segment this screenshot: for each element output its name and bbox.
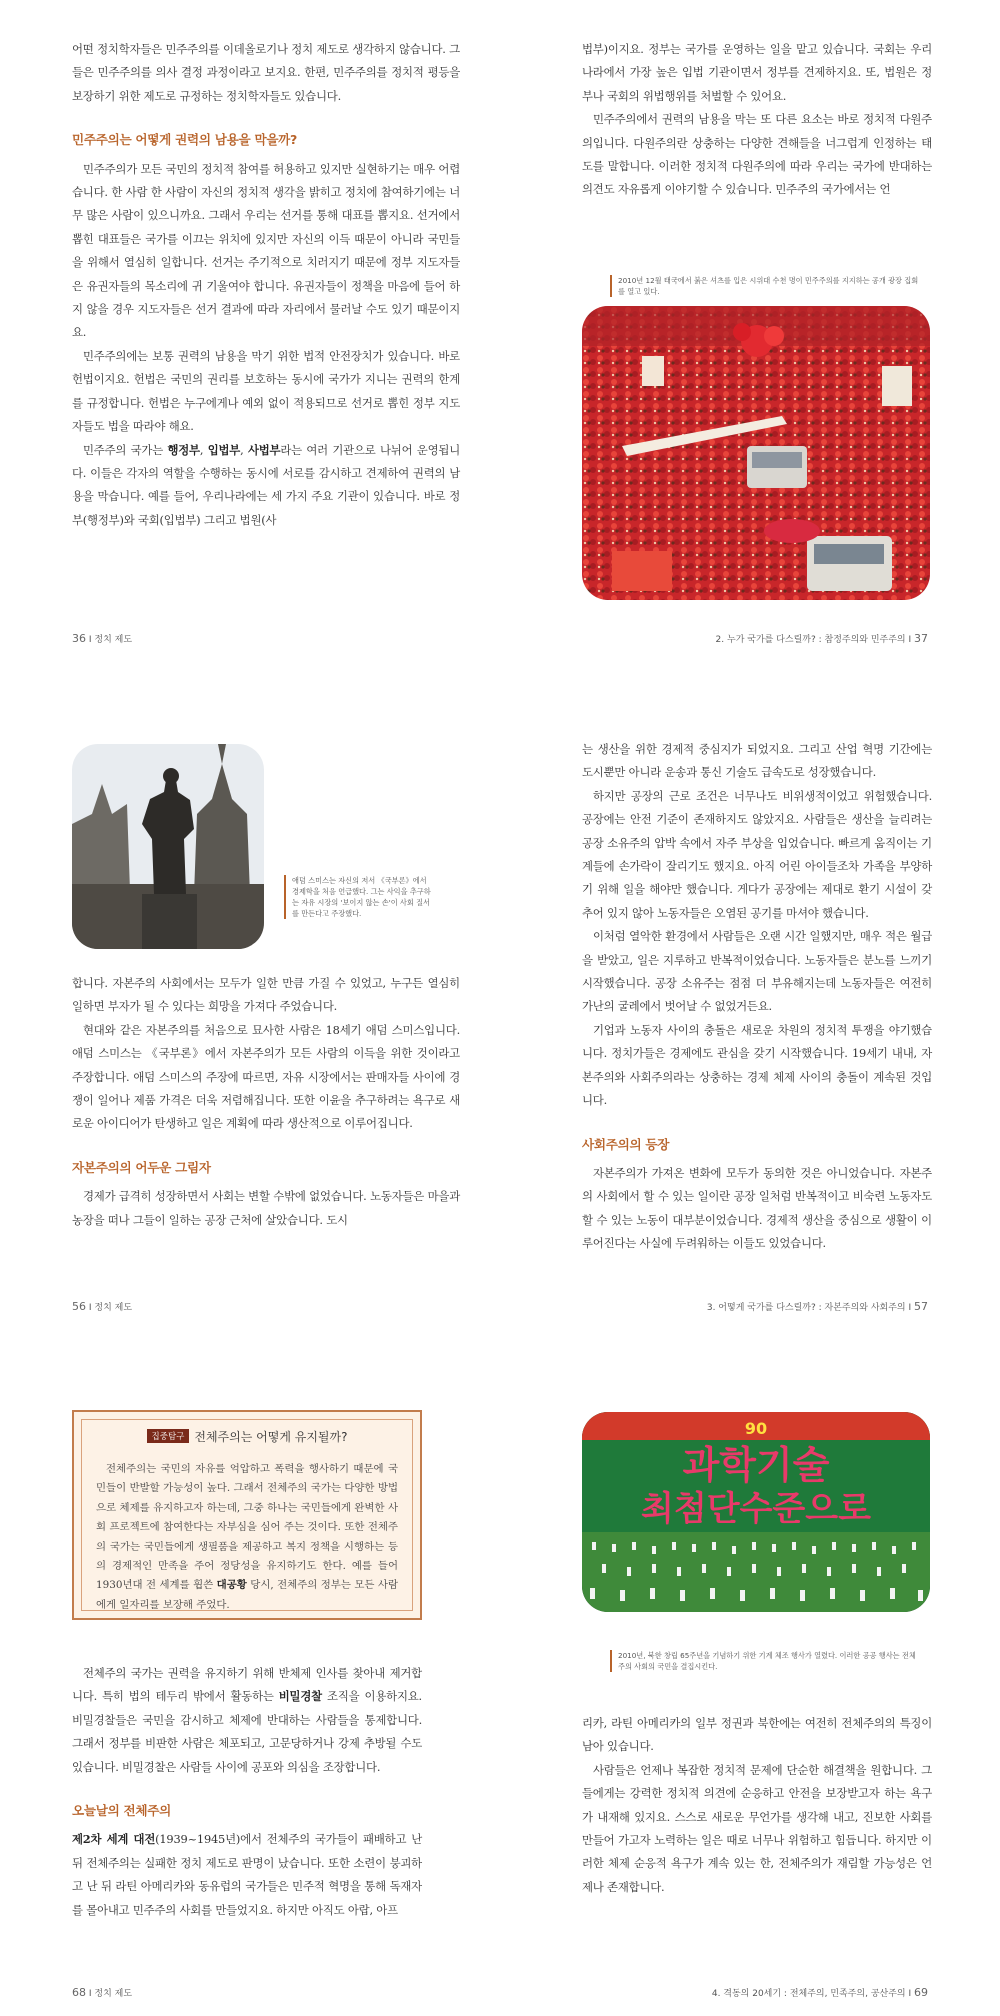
paragraph: 전체주의 국가는 권력을 유지하기 위해 반체제 인사를 찾아내 제거합니다. 특히 법의 테두리 밖에서 활동하는 비밀경찰 조직을 이용하지요. 비밀경찰들은 국민을 감시하고 체제에 반대하는 사람들을 통제합니다. 그래서 정부를 비판한 사람은 체포되고, 고문당하거나 강제 추방될 수도 있습니다. 비밀경찰은 사람들 사이에 공포와 의심을 조장합니다. bbox=[72, 1666, 422, 1774]
page-37-text bbox=[582, 38, 932, 202]
running-title: 2. 누가 국가를 다스릴까? : 참정주의와 민주주의 I bbox=[715, 635, 912, 645]
feature-badge: 집중탐구 bbox=[147, 1429, 190, 1443]
mural-line-2: 최첨단수준으로 bbox=[641, 1489, 871, 1529]
section-heading: 민주주의는 어떻게 권력의 남용을 막을까? bbox=[72, 132, 298, 148]
paragraph: 합니다. 자본주의 사회에서는 모두가 일한 만큼 가질 수 있었고, 누구든 열심히 일하면 부자가 될 수 있다는 희망을 가져다 주었습니다. bbox=[72, 976, 460, 1014]
photo-caption: 2010년 12월 태국에서 붉은 셔츠를 입은 시위대 수천 명이 민주주의를 지지하는 공개 광장 집회를 열고 있다. bbox=[610, 275, 923, 297]
paragraph: 는 생산을 위한 경제적 중심지가 되었지요. 그리고 산업 혁명 기간에는 도시뿐만 아니라 운송과 통신 기술도 급속도로 성장했습니다. bbox=[582, 742, 932, 780]
spread-pages-36-37 bbox=[0, 0, 1000, 660]
feature-box-title bbox=[74, 1428, 420, 1445]
mural-line-1: 과학기술 bbox=[682, 1443, 830, 1487]
paragraph: 제2차 세계 대전(1939~1945년)에서 전체주의 국가들이 패배하고 난 뒤 전체주의는 실패한 정치 제도로 판명이 났습니다. 또한 소련이 붕괴하고 난 뒤 라틴 아메리카와 동유럽의 국가들은 민주적 혁명을 통해 독재자를 몰아내고 민주주의 사회를 만들었지요. 하지만 아직도 아랍, 아프 bbox=[72, 1832, 423, 1917]
term-great-depression: 대공황 bbox=[216, 1579, 247, 1592]
section-heading: 오늘날의 전체주의 bbox=[72, 1803, 172, 1819]
page-56-text bbox=[72, 972, 460, 1232]
mass-games-photo bbox=[582, 1412, 930, 1612]
adam-smith-statue-photo bbox=[72, 744, 264, 949]
running-title: 4. 격동의 20세기 : 전체주의, 민족주의, 공산주의 I bbox=[711, 1989, 912, 1999]
paragraph: 민주주의에서 권력의 남용을 막는 또 다른 요소는 바로 정치적 다원주의입니다. 다원주의란 상충하는 다양한 견해들을 너그럽게 인정하는 태도를 말합니다. 이러한 정치적 다원주의에 따라 우리는 국가에 반대하는 의견도 자유롭게 이야기할 수 있습니다. 민주주의 국가에서는 언 bbox=[582, 112, 932, 197]
mural-top-number: 90 bbox=[744, 1419, 768, 1438]
section-heading: 사회주의의 등장 bbox=[582, 1136, 670, 1152]
page-number: 56 bbox=[72, 1300, 86, 1313]
feature-box bbox=[72, 1410, 422, 1620]
page-36-text bbox=[72, 38, 460, 532]
page-number: 36 bbox=[72, 632, 86, 645]
protest-rally-photo bbox=[582, 306, 930, 600]
paragraph: 경제가 급격히 성장하면서 사회는 변할 수밖에 없었습니다. 노동자들은 마을과 농장을 떠나 그들이 일하는 공장 근처에 살았습니다. 도시 bbox=[72, 1189, 460, 1227]
paragraph: 리카, 라틴 아메리카의 일부 정권과 북한에는 여전히 전체주의의 특징이 남아 있습니다. bbox=[582, 1716, 932, 1754]
page-number: 57 bbox=[914, 1300, 928, 1313]
paragraph: 하지만 공장의 근로 조건은 너무나도 비위생적이었고 위험했습니다. 공장에는 안전 기준이 존재하지도 않았지요. 사람들은 생산을 늘리려는 공장 소유주의 압박 속에서 자주 부상을 입었습니다. 빠르게 움직이는 기계들에 손가락이 잘리기도 했지요. 아직 어린 아이들조차 가족을 부양하기 위해 일을 해야만 했습니다. 게다가 공장에는 제대로 환기 시설이 갖추어 있지 않아 노동자들은 오염된 공기를 마셔야 했습니다. bbox=[582, 788, 932, 920]
term-judiciary: 사법부 bbox=[247, 442, 281, 457]
page-69-text bbox=[582, 1712, 932, 1899]
page-number: 68 bbox=[72, 1986, 86, 1999]
spread-pages-68-69 bbox=[0, 1380, 1000, 2016]
running-title: I 정치 제도 bbox=[88, 1989, 133, 1999]
photo-caption: 2010년, 북한 창립 65주년을 기념하기 위한 기계 체조 행사가 열렸다. 이러한 공공 행사는 전체주의 사회의 국민을 결집시킨다. bbox=[610, 1650, 918, 1672]
running-title: I 정치 제도 bbox=[88, 1303, 133, 1313]
feature-title-text: 전체주의는 어떻게 유지될까? bbox=[194, 1430, 348, 1444]
running-title: 3. 어떻게 국가를 다스릴까? : 자본주의와 사회주의 I bbox=[706, 1303, 912, 1313]
running-title: I 정치 제도 bbox=[88, 635, 133, 645]
page-footer-69 bbox=[712, 1986, 928, 1999]
paragraph: 어떤 정치학자들은 민주주의를 이데올로기나 정치 제도로 생각하지 않습니다. 그들은 민주주의를 의사 결정 과정이라고 보지요. 한편, 민주주의를 정치적 평등을 보장하기 위한 제도로 규정하는 정치학자들도 있습니다. bbox=[72, 42, 460, 103]
page-footer-56 bbox=[72, 1300, 132, 1313]
paragraph: 민주주의 국가는 행정부, 입법부, 사법부라는 여러 기관으로 나뉘어 운영됩니다. 이들은 각자의 역할을 수행하는 동시에 서로를 감시하고 견제하여 권력의 남용을 막습니다. 예를 들어, 우리나라에는 세 가지 주요 기관이 있습니다. 바로 정부(행정부)와 국회(입법부) 그리고 법원(사 bbox=[72, 442, 461, 527]
page-57-text bbox=[582, 738, 932, 1256]
page-footer-37 bbox=[716, 632, 928, 645]
term-world-war-2: 제2차 세계 대전 bbox=[72, 1832, 156, 1847]
paragraph: 현대와 같은 자본주의를 처음으로 묘사한 사람은 18세기 애덤 스미스입니다. 애덤 스미스는 《국부론》에서 자본주의가 모든 사람의 이득을 위한 것이라고 주장합니다. 애덤 스미스의 주장에 따르면, 자유 시장에서는 판매자들 사이에 경쟁이 일어나 제품 가격은 더욱 저렴해집니다. 또한 이윤을 추구하려는 욕구로 새로운 아이디어가 탄생하고 일은 계획에 따라 생산적으로 이루어집니다. bbox=[72, 1022, 460, 1131]
term-secret-police: 비밀경찰 bbox=[278, 1689, 322, 1704]
section-heading: 자본주의의 어두운 그림자 bbox=[72, 1159, 211, 1175]
page-footer-57 bbox=[707, 1300, 928, 1313]
feature-box-body bbox=[96, 1460, 398, 1615]
paragraph: 민주주의에는 보통 권력의 남용을 막기 위한 법적 안전장치가 있습니다. 바로 헌법이지요. 헌법은 국민의 권리를 보호하는 동시에 국가가 지니는 권력의 한계를 규정합니다. 헌법은 누구에게나 예외 없이 적용되므로 선거로 뽑힌 정부 지도자들도 법을 따라야 해요. bbox=[72, 348, 460, 434]
paragraph: 민주주의가 모든 국민의 정치적 참여를 허용하고 있지만 실현하기는 매우 어렵습니다. 한 사람 한 사람이 자신의 정치적 생각을 밝히고 정치에 참여하기에는 너무 많은 사람이 있으니까요. 그래서 우리는 선거를 통해 대표를 뽑지요. 선거에서 뽑힌 대표들은 국가를 이끄는 위치에 있지만 자신의 이득 때문이 아니라 국민들을 위해서 열심히 일합니다. 선거는 주기적으로 치러지기 때문에 정부 지도자들은 유권자들의 목소리에 귀 기울여야 합니다. 유권자들이 정책을 마음에 들어 하지 않을 경우 지도자들은 선거 결과에 따라 자리에서 물러날 수도 있기 때문이지요. bbox=[72, 161, 460, 340]
paragraph: 이처럼 열악한 환경에서 사람들은 오랜 시간 일했지만, 매우 적은 월급을 받았고, 일은 지루하고 반복적이었습니다. 노동자들은 분노를 느끼기 시작했습니다. 공장 소유주는 점점 더 부유해지는데 노동자들은 여전히 가난의 굴레에서 벗어날 수 없었거든요. bbox=[582, 929, 932, 1014]
term-legislative: 입법부 bbox=[207, 442, 241, 457]
paragraph: 법부)이지요. 정부는 국가를 운영하는 일을 맡고 있습니다. 국회는 우리나라에서 가장 높은 입법 기관이면서 정부를 견제하지요. 또, 법원은 정부나 국회의 위법행위를 처벌할 수 있어요. bbox=[582, 42, 932, 103]
page-number: 37 bbox=[914, 632, 928, 645]
page-68-text bbox=[72, 1662, 422, 1922]
page-number: 69 bbox=[914, 1986, 928, 1999]
page-footer-36 bbox=[72, 632, 132, 645]
photo-caption: 애덤 스미스는 자신의 저서 《국부론》에서 경제학을 처음 언급했다. 그는 사익을 추구하는 자유 시장의 '보이지 않는 손'이 사회 질서를 만든다고 주장했다. bbox=[284, 875, 432, 919]
paragraph: 자본주의가 가져온 변화에 모두가 동의한 것은 아니었습니다. 자본주의 사회에서 할 수 있는 일이란 공장 일처럼 반복적이고 비숙련 노동자도 할 수 있는 노동이 대부분이었습니다. 경제적 생산을 중심으로 생활이 이루어진다는 사실에 두려워하는 이들도 있었습니다. bbox=[582, 1165, 932, 1251]
spread-pages-56-57 bbox=[0, 700, 1000, 1350]
paragraph: 전체주의는 국민의 자유를 억압하고 폭력을 행사하기 때문에 국민들이 반발할 가능성이 높다. 그래서 전체주의 국가는 다양한 방법으로 체제를 유지하고자 하는데, 그중 하나는 국민들에게 완벽한 사회 프로젝트에 참여한다는 자부심을 심어 주는 것이다. 또한 전체주의 국가는 국민들에게 생필품을 제공하고 복지 정책을 시행하는 등의 경제적인 만족을 주어 정당성을 유지하기도 한다. 예를 들어 1930년대 전 세계를 휩쓴 대공황 당시, 전체주의 정부는 모든 사람에게 일자리를 보장해 주었다. bbox=[96, 1463, 398, 1611]
term-executive: 행정부 bbox=[167, 442, 200, 457]
paragraph: 기업과 노동자 사이의 충돌은 새로운 차원의 정치적 투쟁을 야기했습니다. 정치가들은 경제에도 관심을 갖기 시작했습니다. 19세기 내내, 자본주의와 사회주의라는 상충하는 경제 체제 사이의 충돌이 계속된 것입니다. bbox=[582, 1022, 932, 1108]
paragraph: 사람들은 언제나 복잡한 정치적 문제에 단순한 해결책을 원합니다. 그들에게는 강력한 정치적 의견에 순응하고 안전을 보장받고자 하는 욕구가 내재해 있지요. 스스로 새로운 무언가를 생각해 내고, 진보한 사회를 만들어 가고자 노력하는 일은 때로 너무나 위험하고 힘듭니다. 하지만 이러한 체제 순응적 욕구가 계속 있는 한, 전체주의가 재림할 가능성은 언제나 존재합니다. bbox=[582, 1762, 932, 1894]
page-footer-68 bbox=[72, 1986, 132, 1999]
